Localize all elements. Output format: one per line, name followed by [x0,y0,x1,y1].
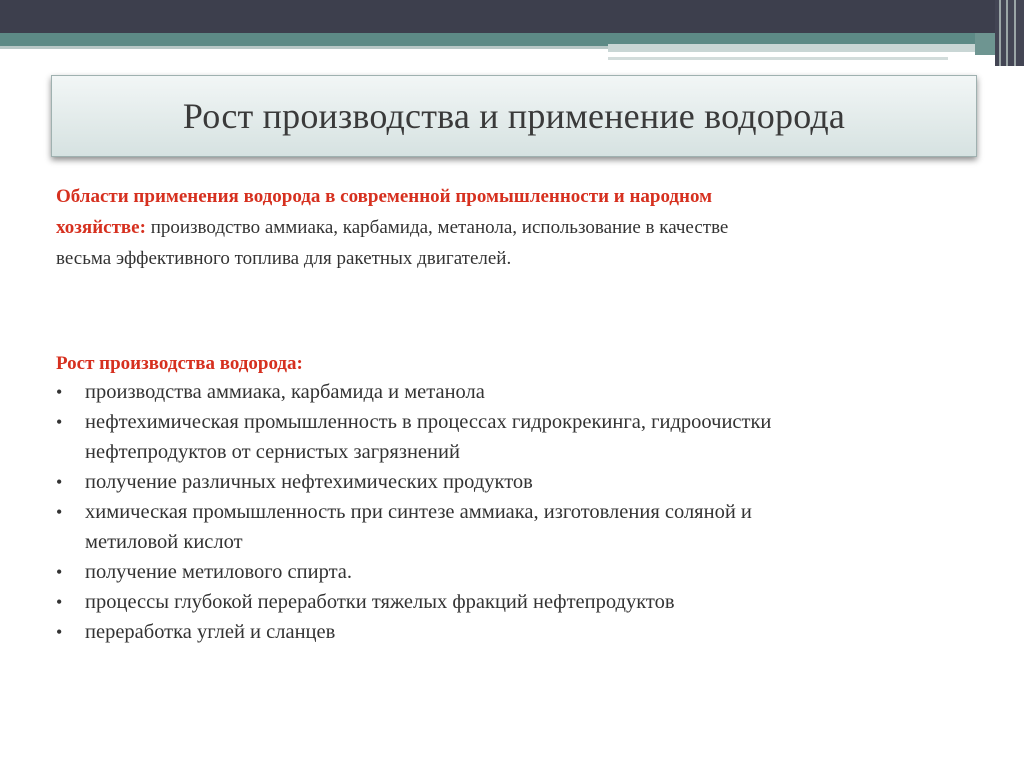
list-item [56,617,816,647]
bullet-icon: • [56,472,63,492]
list-item-text: нефтехимическая промышленность в процессах гидрокрекинга, гидроочистки нефтепродуктов от сернистых загрязнений [85,411,772,463]
header-band-dark [0,0,1024,33]
intro-paragraph [56,181,786,274]
slide-title: Рост производства и применение водорода [182,96,846,136]
list-item-text: химическая промышленность при синтезе аммиака, изготовления соляной и метиловой кислот [85,501,752,553]
list-item-text: процессы глубокой переработки тяжелых фракций нефтепродуктов [85,591,675,613]
header-stripe [999,0,1001,66]
list-item [56,497,816,557]
list-item [56,587,816,617]
intro-highlight: Области применения водорода в современной промышленности и народном хозяйстве: [56,186,713,238]
bullet-icon: • [56,382,63,402]
list-item-text: производства аммиака, карбамида и метанола [85,381,485,403]
growth-list [56,377,816,647]
list-item [56,467,816,497]
list-item-text: получение различных нефтехимических продуктов [85,471,533,493]
bullet-icon: • [56,622,63,642]
list-item-text: переработка углей и сланцев [85,621,336,643]
bullet-icon: • [56,502,63,522]
header-stripe [1006,0,1008,66]
header-stripe [1014,0,1016,66]
list-item-text: получение метилового спирта. [85,561,353,583]
list-item [56,557,816,587]
growth-heading: Рост производства водорода: [56,353,303,374]
header-band-light [608,57,948,60]
bullet-icon: • [56,562,63,582]
list-item [56,407,816,467]
header-band-light [608,44,988,52]
intro-text: производство аммиака, карбамида, метанола, использование в качестве весьма эффективного топлива для ракетных двигателей. [56,217,729,269]
bullet-icon: • [56,592,63,612]
growth-section [56,351,816,647]
title-box [51,75,977,157]
header-band-light [0,46,610,49]
header-band-fold [975,33,995,55]
list-item [56,377,816,407]
bullet-icon: • [56,412,63,432]
